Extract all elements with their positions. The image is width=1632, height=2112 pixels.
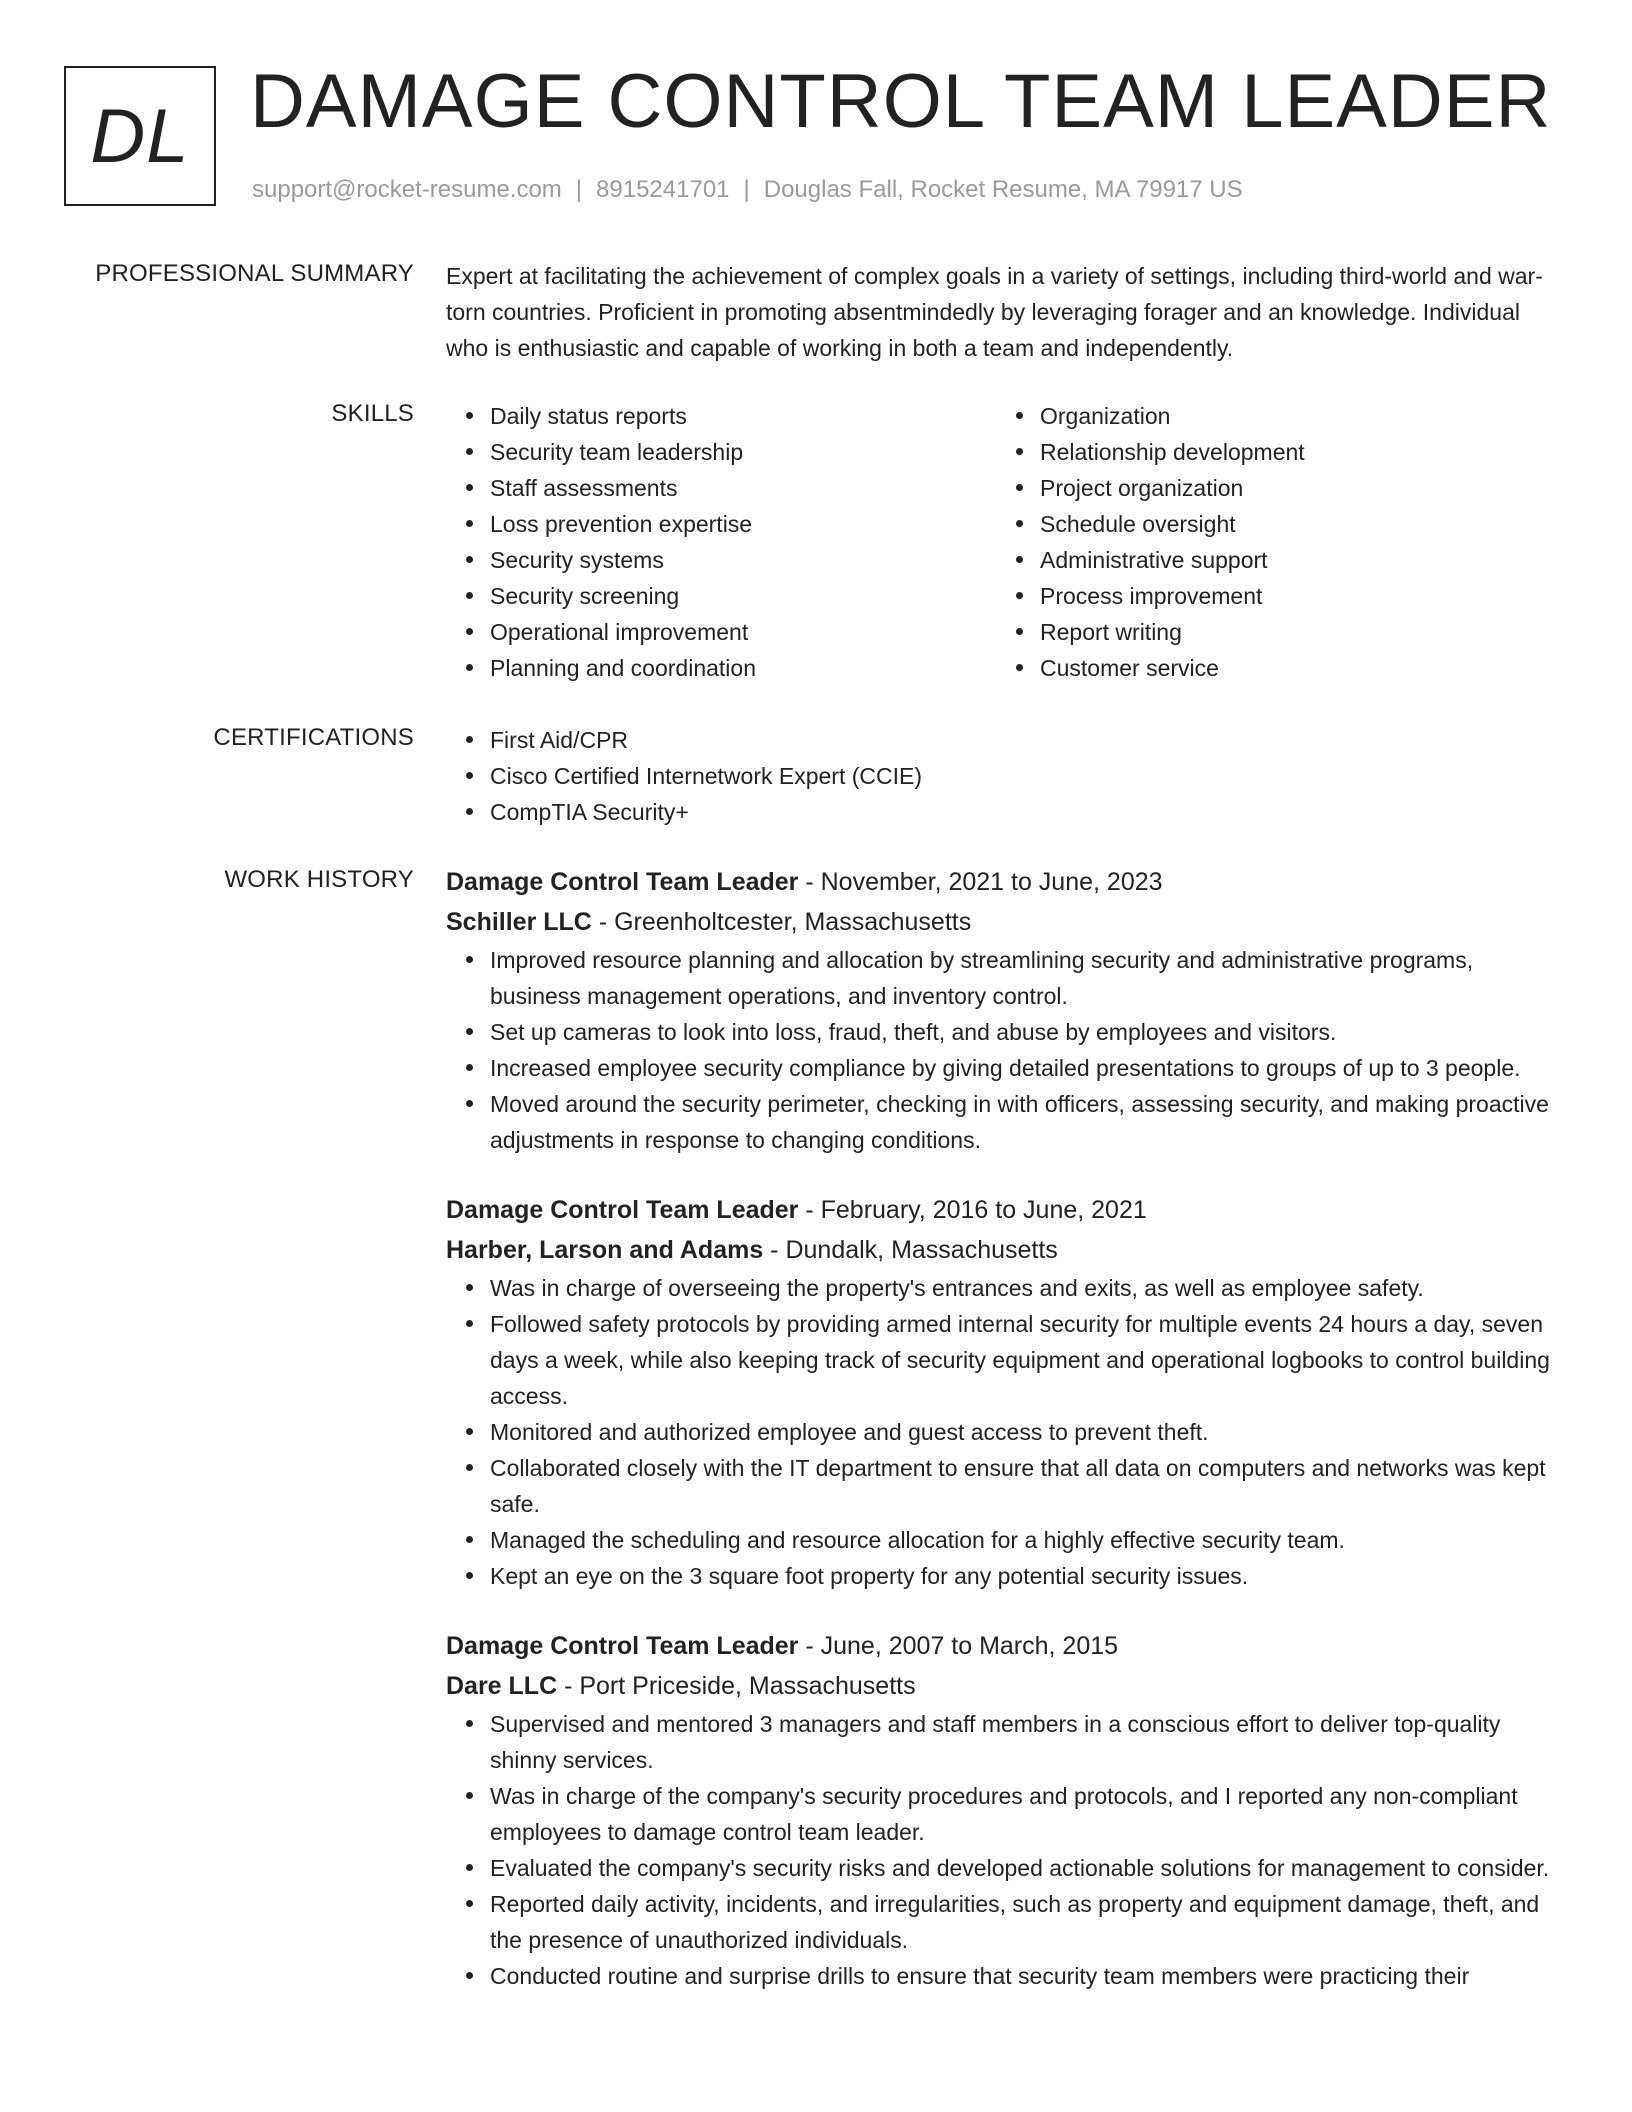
skill-item: Schedule oversight bbox=[1040, 506, 1546, 542]
certifications-heading: CERTIFICATIONS bbox=[213, 724, 414, 751]
skill-item: Organization bbox=[1040, 398, 1546, 434]
job-bullet: Improved resource planning and allocation by streamlining security and administrative programs, business management operations, and inventory control. bbox=[490, 942, 1566, 1014]
skill-item: Security screening bbox=[490, 578, 996, 614]
job-company-line bbox=[446, 1666, 1566, 1706]
skills-list-1 bbox=[446, 398, 996, 686]
job-dates: - June, 2007 to March, 2015 bbox=[798, 1632, 1119, 1660]
job-location: - Greenholtcester, Massachusetts bbox=[591, 908, 972, 936]
job-bullet: Conducted routine and surprise drills to ensure that security team members were practicing their bbox=[490, 1958, 1566, 1994]
resume-title: DAMAGE CONTROL TEAM LEADER bbox=[250, 59, 1552, 144]
skills-column-2 bbox=[996, 398, 1546, 686]
skills-body bbox=[446, 398, 1566, 686]
skills-column-1 bbox=[446, 398, 996, 686]
skill-item: Process improvement bbox=[1040, 578, 1546, 614]
skill-item: Security team leadership bbox=[490, 434, 996, 470]
certification-item: Cisco Certified Internetwork Expert (CCIE) bbox=[490, 758, 1566, 794]
certifications-body bbox=[446, 722, 1566, 830]
skills-grid bbox=[446, 398, 1566, 686]
job-bullet: Moved around the security perimeter, checking in with officers, assessing security, and making proactive adjustments in response to changing conditions. bbox=[490, 1086, 1566, 1158]
skill-item: Staff assessments bbox=[490, 470, 996, 506]
job-title-line bbox=[446, 862, 1566, 902]
skill-item: Operational improvement bbox=[490, 614, 996, 650]
skill-item: Relationship development bbox=[1040, 434, 1546, 470]
summary-heading: PROFESSIONAL SUMMARY bbox=[95, 260, 414, 287]
skill-item: Planning and coordination bbox=[490, 650, 996, 686]
job-entry bbox=[446, 1190, 1566, 1594]
summary-text: Expert at facilitating the achievement of complex goals in a variety of settings, including third-world and war-torn countries. Proficient in promoting absentmindedly by leveraging forager and an knowledge. Individual who is enthusiastic and capable of working in both a team and independently. bbox=[446, 263, 1543, 361]
job-bullet: Reported daily activity, incidents, and irregularities, such as property and equipment damage, theft, and the presence of unauthorized individuals. bbox=[490, 1886, 1566, 1958]
skill-item: Project organization bbox=[1040, 470, 1546, 506]
job-title-line bbox=[446, 1190, 1566, 1230]
job-title: Damage Control Team Leader bbox=[446, 1196, 799, 1224]
job-company-line bbox=[446, 1230, 1566, 1270]
monogram-box bbox=[64, 66, 216, 206]
job-entry bbox=[446, 1626, 1566, 1994]
job-bullet: Set up cameras to look into loss, fraud, theft, and abuse by employees and visitors. bbox=[490, 1014, 1566, 1050]
skill-item: Customer service bbox=[1040, 650, 1546, 686]
skill-item: Report writing bbox=[1040, 614, 1546, 650]
job-bullets bbox=[446, 1706, 1566, 1994]
job-bullet: Supervised and mentored 3 managers and staff members in a conscious effort to deliver top-quality shinny services. bbox=[490, 1706, 1566, 1778]
monogram-initials: DL bbox=[90, 93, 190, 179]
contact-email[interactable]: support@rocket-resume.com bbox=[252, 176, 562, 203]
job-title: Damage Control Team Leader bbox=[446, 1632, 799, 1660]
job-company-line bbox=[446, 902, 1566, 942]
skill-item: Administrative support bbox=[1040, 542, 1546, 578]
job-entry bbox=[446, 862, 1566, 1158]
job-company: Harber, Larson and Adams bbox=[446, 1236, 764, 1264]
certification-item: First Aid/CPR bbox=[490, 722, 1566, 758]
job-bullet: Managed the scheduling and resource allocation for a highly effective security team. bbox=[490, 1522, 1566, 1558]
skills-heading: SKILLS bbox=[331, 400, 414, 427]
contact-separator: | bbox=[743, 176, 750, 203]
job-bullet: Collaborated closely with the IT department to ensure that all data on computers and networks was kept safe. bbox=[490, 1450, 1566, 1522]
job-bullet: Was in charge of overseeing the property's entrances and exits, as well as employee safety. bbox=[490, 1270, 1566, 1306]
job-company: Dare LLC bbox=[446, 1672, 558, 1700]
job-bullet: Was in charge of the company's security procedures and protocols, and I reported any non-compliant employees to damage control team leader. bbox=[490, 1778, 1566, 1850]
certifications-list bbox=[446, 722, 1566, 830]
job-bullet: Kept an eye on the 3 square foot property for any potential security issues. bbox=[490, 1558, 1566, 1594]
skill-item: Loss prevention expertise bbox=[490, 506, 996, 542]
skills-list-2 bbox=[996, 398, 1546, 686]
contact-phone[interactable]: 8915241701 bbox=[596, 176, 730, 203]
certification-item: CompTIA Security+ bbox=[490, 794, 1566, 830]
job-title-line bbox=[446, 1626, 1566, 1666]
contact-separator: | bbox=[575, 176, 583, 203]
job-bullet: Followed safety protocols by providing armed internal security for multiple events 24 hours a day, seven days a week, while also keeping track of security equipment and operational logbooks to control building access. bbox=[490, 1306, 1566, 1414]
job-dates: - November, 2021 to June, 2023 bbox=[798, 868, 1163, 896]
skill-item: Daily status reports bbox=[490, 398, 996, 434]
skill-item: Security systems bbox=[490, 542, 996, 578]
job-bullet: Increased employee security compliance by giving detailed presentations to groups of up to 3 people. bbox=[490, 1050, 1566, 1086]
job-bullets bbox=[446, 942, 1566, 1158]
summary-body bbox=[446, 258, 1566, 366]
job-company: Schiller LLC bbox=[446, 908, 592, 936]
job-title: Damage Control Team Leader bbox=[446, 868, 799, 896]
work-history-heading: WORK HISTORY bbox=[224, 866, 414, 893]
contact-line bbox=[252, 174, 1243, 206]
job-location: - Port Priceside, Massachusetts bbox=[557, 1672, 916, 1700]
work-history-body bbox=[446, 862, 1566, 1994]
job-location: - Dundalk, Massachusetts bbox=[763, 1236, 1058, 1264]
job-bullet: Monitored and authorized employee and guest access to prevent theft. bbox=[490, 1414, 1566, 1450]
job-bullet: Evaluated the company's security risks and developed actionable solutions for management to consider. bbox=[490, 1850, 1566, 1886]
job-bullets bbox=[446, 1270, 1566, 1594]
contact-address: Douglas Fall, Rocket Resume, MA 79917 US bbox=[763, 176, 1243, 203]
job-dates: - February, 2016 to June, 2021 bbox=[798, 1196, 1147, 1224]
